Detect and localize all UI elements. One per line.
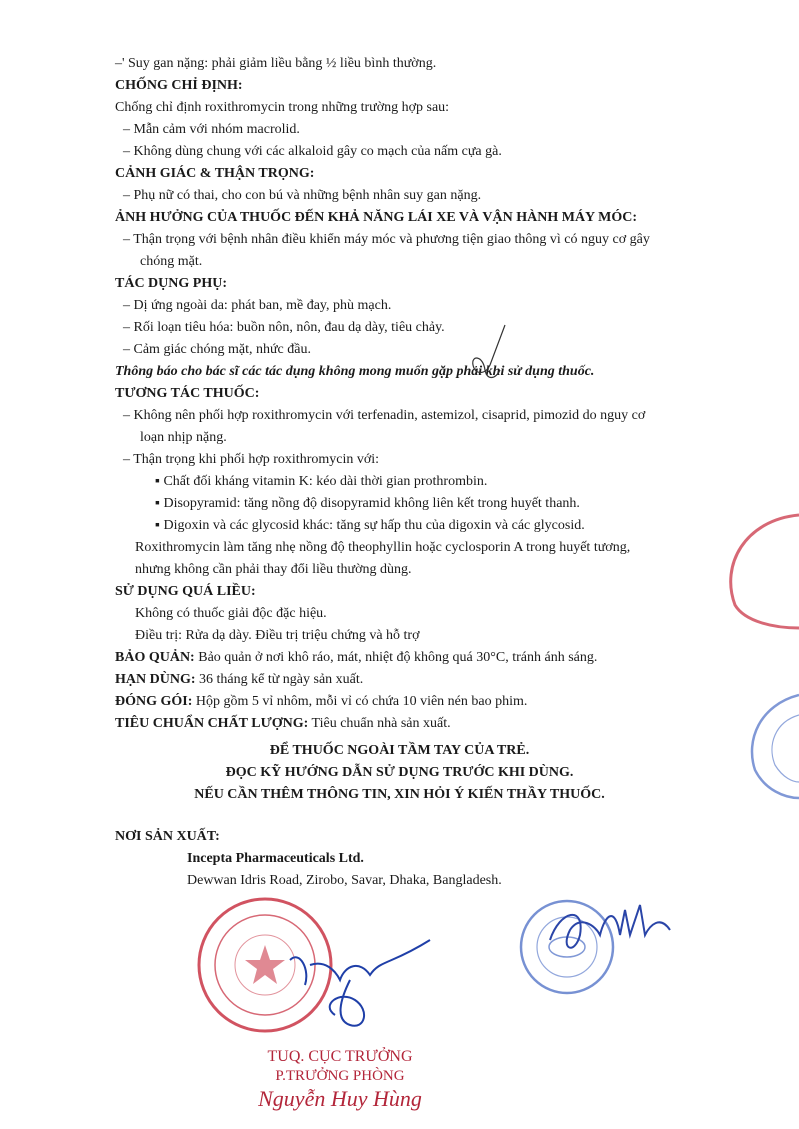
warning-line: NẾU CẦN THÊM THÔNG TIN, XIN HỎI Ý KIẾN THẦY THUỐC. [194, 787, 605, 802]
packaging-line [115, 693, 527, 711]
storage-line [115, 649, 597, 667]
list-item: – Phụ nữ có thai, cho con bú và những bệnh nhân suy gan nặng. [123, 188, 482, 203]
official-title-1: TUQ. CỤC TRƯỞNG [267, 1048, 413, 1065]
bullet-item: ▪ Digoxin và các glycosid khác: tăng sự hấp thu của digoxin và các glycosid. [155, 518, 585, 533]
text-line: Không có thuốc giải độc đặc hiệu. [135, 606, 327, 621]
text-line: chóng mặt. [140, 254, 203, 269]
quality-label: TIÊU CHUẨN CHẤT LƯỢNG: [115, 716, 309, 731]
official-signature [280, 930, 440, 1040]
shelf-life-label: HẠN DÙNG: [115, 672, 196, 687]
storage-text: Bảo quản ở nơi khô ráo, mát, nhiệt độ không quá 30°C, tránh ánh sáng. [198, 650, 598, 665]
quality-line [115, 715, 451, 733]
list-item: – Không dùng chung với các alkaloid gây co mạch của nấm cựa gà. [123, 144, 502, 159]
section-heading: CHỐNG CHỈ ĐỊNH: [115, 78, 243, 93]
notice-line: Thông báo cho bác sĩ các tác dụng không mong muốn gặp phải khi sử dụng thuốc. [115, 364, 595, 379]
edge-stamp-red [705, 510, 799, 630]
bullet-item: ▪ Chất đối kháng vitamin K: kéo dài thời gian prothrombin. [155, 474, 488, 489]
official-name: Nguyễn Huy Hùng [258, 1086, 422, 1111]
storage-label: BẢO QUẢN: [115, 650, 195, 665]
section-heading: ẢNH HƯỞNG CỦA THUỐC ĐẾN KHẢ NĂNG LÁI XE VÀ VẬN HÀNH MÁY MÓC: [115, 210, 638, 225]
list-item: – Rối loạn tiêu hóa: buồn nôn, nôn, đau dạ dày, tiêu chảy. [123, 320, 445, 335]
quality-text: Tiêu chuẩn nhà sản xuất. [311, 716, 451, 731]
list-item: – Thận trọng với bệnh nhân điều khiển máy móc và phương tiện giao thông vì có nguy cơ gây [123, 232, 650, 247]
section-heading: NƠI SẢN XUẤT: [115, 829, 220, 844]
bullet-item: ▪ Disopyramid: tăng nồng độ disopyramid không liên kết trong huyết thanh. [155, 496, 580, 511]
shelf-life-line [115, 671, 363, 689]
list-item: – Thận trọng khi phối hợp roxithromycin với: [123, 452, 380, 467]
manufacturer-name: Incepta Pharmaceuticals Ltd. [187, 851, 364, 866]
text-line: loạn nhịp nặng. [140, 430, 227, 445]
text-line: Điều trị: Rửa dạ dày. Điều trị triệu chứng và hỗ trợ [135, 628, 420, 643]
official-title-2: P.TRƯỞNG PHÒNG [275, 1068, 405, 1084]
warning-line: ĐỌC KỸ HƯỚNG DẪN SỬ DỤNG TRƯỚC KHI DÙNG. [225, 765, 574, 780]
manufacturer-address: Dewwan Idris Road, Zirobo, Savar, Dhaka, Bangladesh. [187, 873, 502, 888]
packaging-text: Hộp gồm 5 vỉ nhôm, mỗi vỉ có chứa 10 viên nén bao phim. [195, 694, 528, 709]
text-line: nhưng không cần phải thay đổi liều thường dùng. [135, 562, 412, 577]
section-heading: SỬ DỤNG QUÁ LIỀU: [115, 584, 256, 599]
list-item: – Mẫn cảm với nhóm macrolid. [123, 122, 300, 137]
section-heading: CẢNH GIÁC & THẬN TRỌNG: [115, 166, 315, 181]
list-item: – Không nên phối hợp roxithromycin với terfenadin, astemizol, cisaprid, pimozid do nguy cơ [123, 408, 646, 423]
text-line: Chống chỉ định roxithromycin trong những trường hợp sau: [115, 100, 450, 115]
section-heading: TÁC DỤNG PHỤ: [115, 276, 227, 291]
shelf-life-text: 36 tháng kể từ ngày sản xuất. [199, 672, 364, 687]
company-signature [540, 895, 690, 965]
list-item: – Dị ứng ngoài da: phát ban, mề đay, phù mạch. [123, 298, 392, 313]
packaging-label: ĐÓNG GÓI: [115, 694, 193, 709]
list-item: – Cảm giác chóng mặt, nhức đầu. [123, 342, 311, 357]
initials-scribble [455, 320, 515, 390]
text-line: Roxithromycin làm tăng nhẹ nồng độ theophyllin hoặc cyclosporin A trong huyết tương, [135, 540, 631, 555]
text-line: –' Suy gan nặng: phải giảm liều bằng ½ liều bình thường. [115, 56, 437, 71]
warning-line: ĐỂ THUỐC NGOÀI TẦM TAY CỦA TRẺ. [269, 743, 530, 758]
section-heading: TƯƠNG TÁC THUỐC: [115, 386, 260, 401]
edge-stamp-blue [735, 690, 799, 800]
